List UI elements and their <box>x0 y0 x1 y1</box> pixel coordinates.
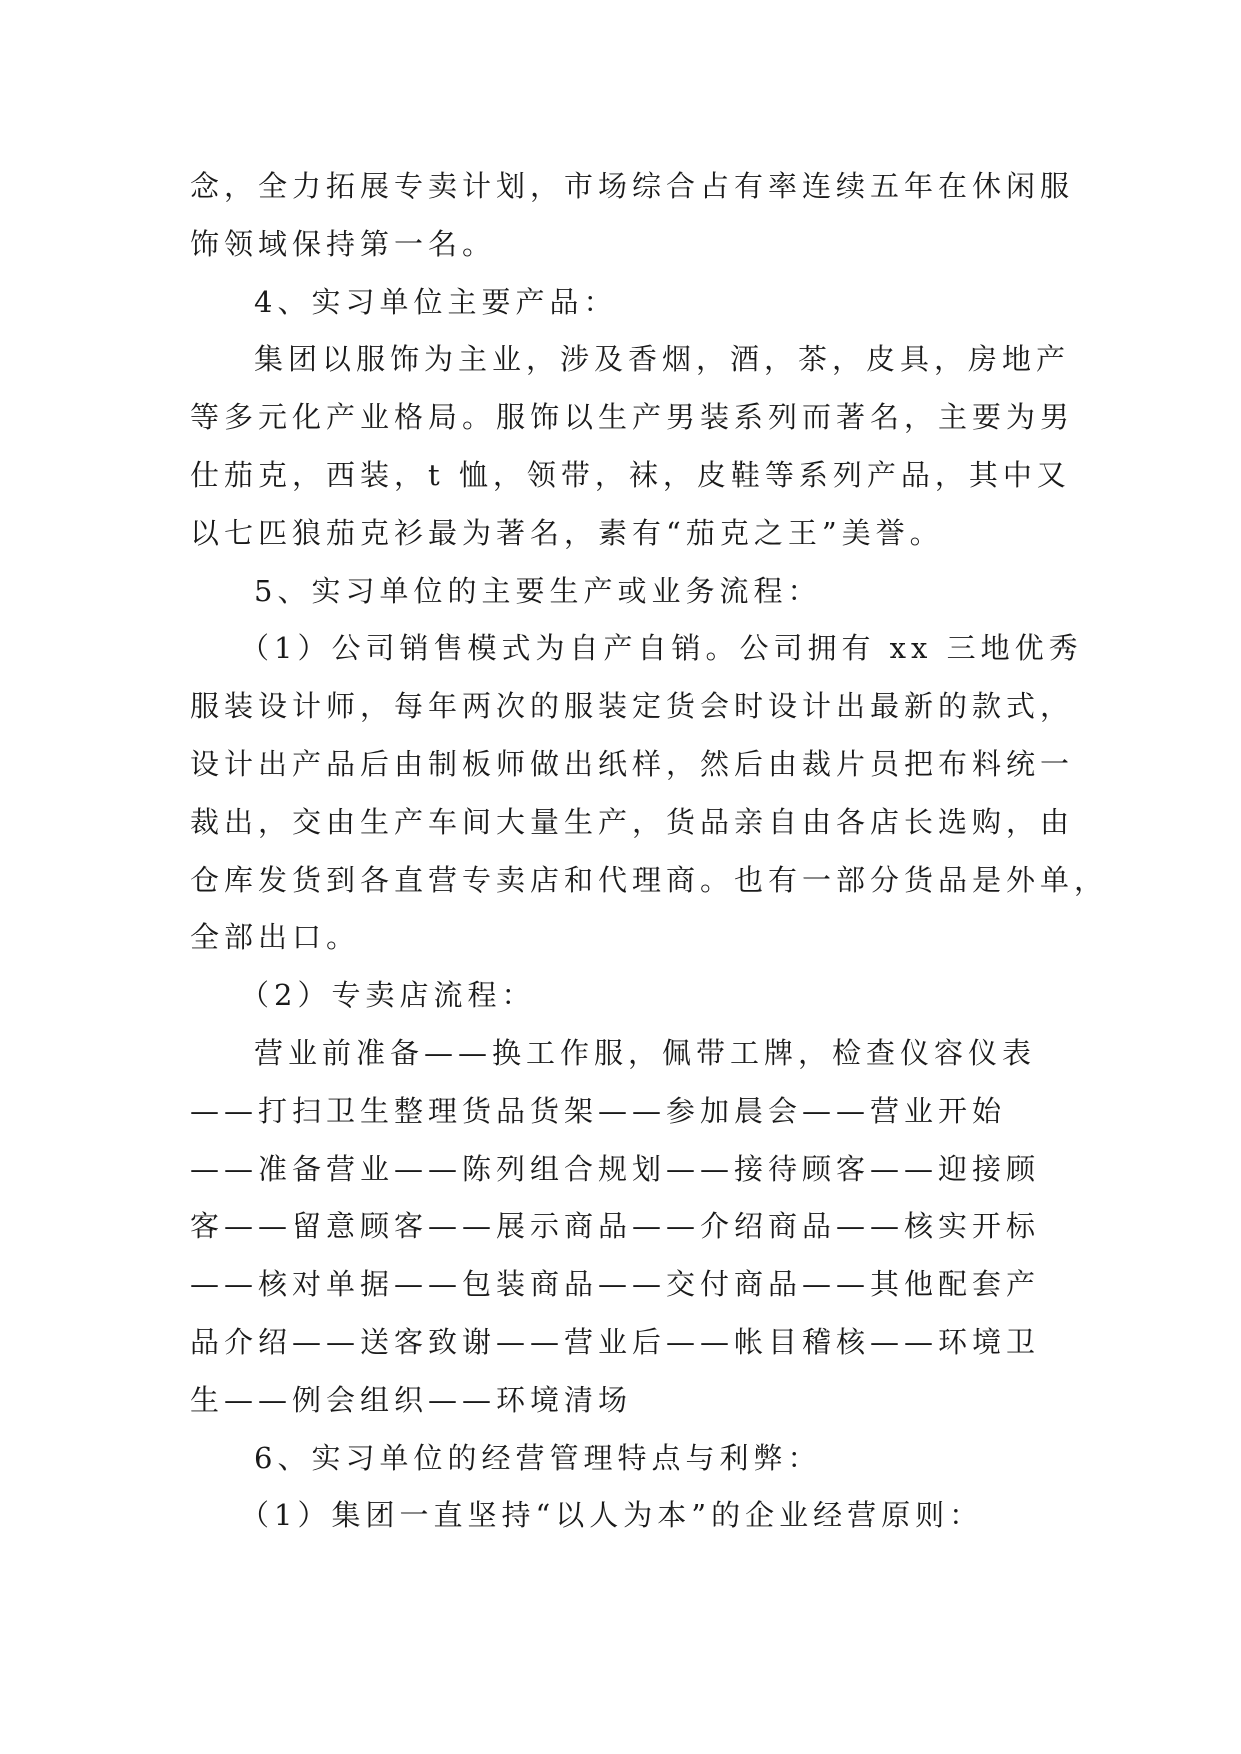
text-line: 以七匹狼茄克衫最为著名，素有“茄克之王”美誉。 <box>190 515 944 550</box>
text-line: 仓库发货到各直营专卖店和代理商。也有一部分货品是外单， <box>190 862 1109 897</box>
text-line: ——打扫卫生整理货品货架——参加晨会——营业开始 <box>190 1093 1007 1128</box>
text-line: 等多元化产业格局。服饰以生产男装系列而著名，主要为男 <box>190 400 1075 435</box>
text-line: 客——留意顾客——展示商品——介绍商品——核实开标 <box>190 1209 1041 1244</box>
text-line: 生——例会组织——环境清场 <box>190 1382 633 1417</box>
text-line: 仕茄克，西装，t 恤，领带，袜，皮鞋等系列产品，其中又 <box>190 457 1071 492</box>
text-line: 集团以服饰为主业，涉及香烟，酒，茶，皮具，房地产 <box>254 342 1071 377</box>
text-line: 裁出，交由生产车间大量生产，货品亲自由各店长选购，由 <box>190 804 1075 839</box>
text-line: 服装设计师，每年两次的服装定货会时设计出最新的款式， <box>190 689 1075 724</box>
document-body <box>190 158 1109 1545</box>
text-line: （1）集团一直坚持“以人为本”的企业经营原则： <box>240 1498 984 1533</box>
section-heading: 5、实习单位的主要生产或业务流程： <box>254 573 822 608</box>
text-line: 饰领域保持第一名。 <box>190 226 497 261</box>
text-line: （1）公司销售模式为自产自销。公司拥有 xx 三地优秀 <box>240 631 1083 666</box>
text-line: ——准备营业——陈列组合规划——接待顾客——迎接顾 <box>190 1151 1041 1186</box>
text-line: ——核对单据——包装商品——交付商品——其他配套产 <box>190 1267 1041 1302</box>
text-line: 品介绍——送客致谢——营业后——帐目稽核——环境卫 <box>190 1324 1041 1359</box>
subsection-heading: （2）专卖店流程： <box>240 978 536 1013</box>
section-heading: 6、实习单位的经营管理特点与利弊： <box>254 1440 822 1475</box>
text-line: 念，全力拓展专卖计划，市场综合占有率连续五年在休闲服 <box>190 169 1075 203</box>
text-line: 全部出口。 <box>190 920 361 955</box>
section-heading: 4、实习单位主要产品： <box>254 284 618 319</box>
text-line: 设计出产品后由制板师做出纸样，然后由裁片员把布料统一 <box>190 746 1075 781</box>
text-line: 营业前准备——换工作服，佩带工牌，检查仪容仪表 <box>254 1035 1037 1070</box>
